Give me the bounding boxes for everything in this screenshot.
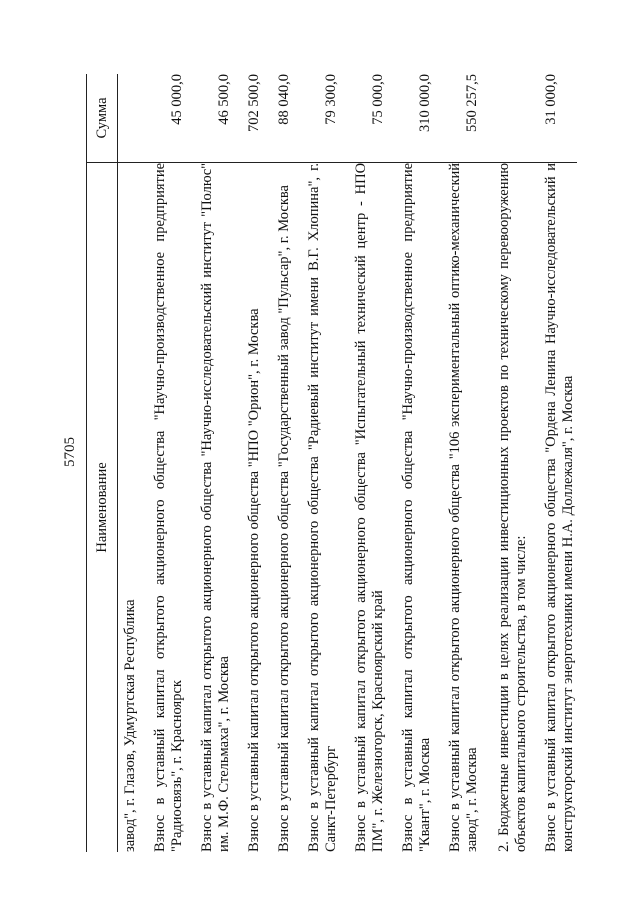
- table-header-row: [87, 74, 118, 852]
- row-sum: 45 000,0: [152, 74, 199, 162]
- table-row: [543, 74, 577, 852]
- table-row: [353, 74, 400, 852]
- row-name: завод", г. Глазов, Удмуртская Республика: [122, 599, 138, 852]
- row-name: Взнос в уставный капитал открытого акционерного общества "НПО "Орион", г. Москва: [246, 308, 262, 852]
- section-heading: 2. Бюджетные инвестиции в целях реализации инвестиционных проектов по техническому перевооружению объектов капитального строительства, в том числе:: [496, 162, 529, 852]
- row-sum: [118, 74, 153, 162]
- table-row: [494, 74, 543, 852]
- row-name: Взнос в уставный капитал открытого акционерного общества "Государственный завод "Пульсар", г. Москва: [276, 185, 292, 852]
- row-sum: 79 300,0: [306, 74, 353, 162]
- row-name: Взнос в уставный капитал открытого акционерного общества "Научно-исследовательский институт "Полюс" им. М.Ф. Стельмаха", г. Москва: [199, 162, 232, 852]
- header-sum: Сумма: [87, 74, 118, 162]
- row-name: Взнос в уставный капитал открытого акционерного общества "Научно-производственное предприятие "Квант", г. Москва: [400, 162, 433, 852]
- row-name: Взнос в уставный капитал открытого акционерного общества "Ордена Ленина Научно-исследовательский и конструкторский институт энерготехники имени Н.А. Доллежаля", г. Москва: [543, 162, 576, 852]
- row-name: Взнос в уставный капитал открытого акционерного общества "Научно-производственное предприятие "Радиосвязь", г. Красноярск: [152, 162, 185, 852]
- table-row: [199, 74, 246, 852]
- table-row: [306, 74, 353, 852]
- row-sum: [494, 74, 543, 162]
- table-row: [118, 74, 153, 852]
- row-sum: 310 000,0: [400, 74, 447, 162]
- row-sum: 46 500,0: [199, 74, 246, 162]
- header-name: Наименование: [87, 162, 118, 852]
- row-sum: 702 500,0: [246, 74, 276, 162]
- table-row: [447, 74, 494, 852]
- row-name: Взнос в уставный капитал открытого акционерного общества "Радиевый институт имени В.Г. Хлопина", г. Санкт-Петербург: [306, 162, 339, 852]
- row-name: Взнос в уставный капитал открытого акционерного общества "Испытательный технический центр - НПО ПМ", г. Железногорск, Красноярский край: [353, 162, 386, 852]
- table-row: [246, 74, 276, 852]
- row-sum: 31 000,0: [543, 74, 577, 162]
- page-number: 5705: [62, 437, 78, 467]
- rotated-document: [60, 52, 580, 852]
- row-sum: 75 000,0: [353, 74, 400, 162]
- row-sum: 88 040,0: [276, 74, 306, 162]
- table-row: [400, 74, 447, 852]
- row-name: Взнос в уставный капитал открытого акционерного общества "106 экспериментальный оптико-механический завод", г. Москва: [447, 162, 480, 852]
- budget-table: [86, 74, 577, 852]
- row-sum: 550 257,5: [447, 74, 494, 162]
- table-row: [152, 74, 199, 852]
- table-row: [276, 74, 306, 852]
